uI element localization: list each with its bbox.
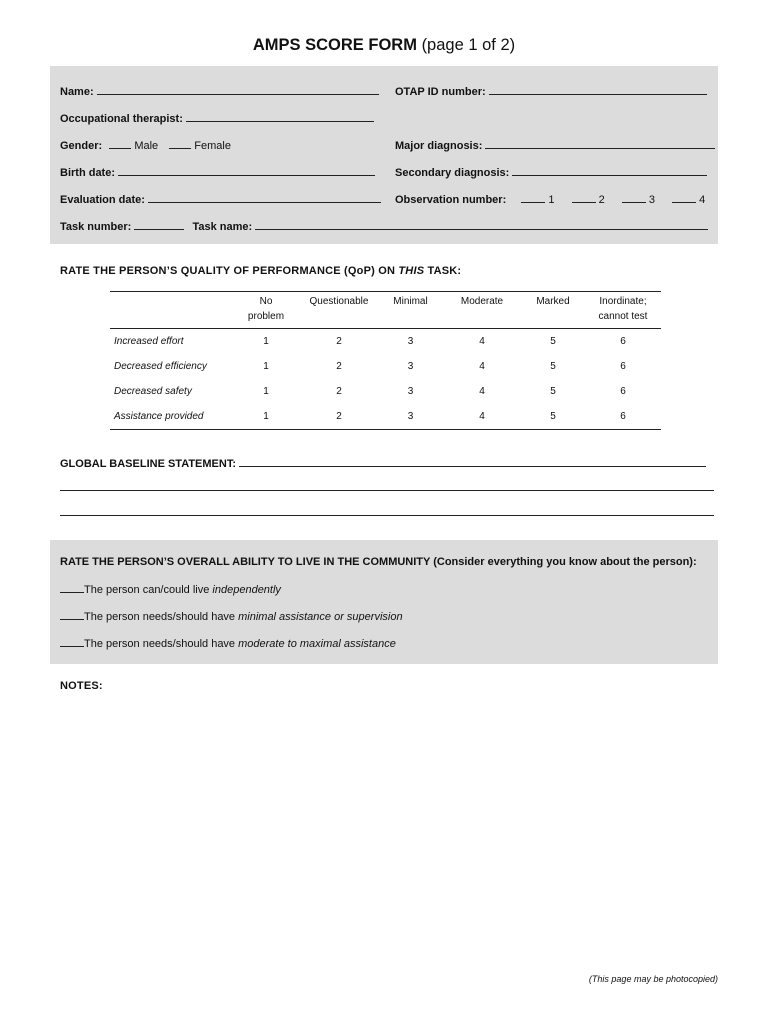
score-cell[interactable]: 4 <box>479 386 485 397</box>
table-row <box>110 404 661 430</box>
male-blank[interactable] <box>109 139 131 149</box>
table-row <box>110 379 661 404</box>
otap-label: OTAP ID number: <box>395 86 486 98</box>
female-blank[interactable] <box>169 139 191 149</box>
score-cell[interactable]: 4 <box>479 361 485 372</box>
otap-row <box>395 85 707 98</box>
baseline-row <box>60 457 706 470</box>
major-dx-field[interactable] <box>485 139 715 149</box>
score-cell[interactable]: 2 <box>300 404 378 430</box>
qop-heading-emphasis: THIS <box>398 265 425 277</box>
female-label: Female <box>194 140 231 152</box>
qop-col-header: Inordinate; cannot test <box>585 292 661 329</box>
score-cell[interactable]: 1 <box>232 404 300 430</box>
birth-field[interactable] <box>118 166 375 176</box>
task-number-label: Task number: <box>60 221 132 233</box>
major-dx-row <box>395 139 715 152</box>
score-cell[interactable]: 2 <box>336 336 342 347</box>
task-name-label: Task name: <box>192 221 253 233</box>
qop-header-blank <box>110 292 232 329</box>
qop-header-row <box>110 292 661 329</box>
male-label: Male <box>134 140 159 152</box>
major-dx-label: Major diagnosis: <box>395 140 483 152</box>
table-row <box>110 329 661 355</box>
score-cell[interactable]: 1 <box>263 386 269 397</box>
obs-option-1: 1 <box>548 194 555 206</box>
baseline-field[interactable] <box>239 457 706 467</box>
score-cell[interactable]: 6 <box>620 361 626 372</box>
score-cell[interactable]: 1 <box>263 361 269 372</box>
birth-row <box>60 166 375 179</box>
score-cell[interactable]: 6 <box>620 386 626 397</box>
therapist-row <box>60 112 374 125</box>
score-cell[interactable]: 6 <box>585 404 661 430</box>
score-cell[interactable]: 2 <box>336 386 342 397</box>
secondary-dx-label: Secondary diagnosis: <box>395 167 510 179</box>
obs-option-3: 3 <box>648 194 655 206</box>
obs-row <box>395 193 705 206</box>
eval-field[interactable] <box>148 193 381 203</box>
baseline-label: GLOBAL BASELINE STATEMENT: <box>60 458 236 470</box>
obs-blank-2[interactable] <box>572 193 596 203</box>
task-name-field[interactable] <box>255 220 708 230</box>
row-label: Decreased safety <box>114 386 192 397</box>
task-number-field[interactable] <box>134 220 184 230</box>
eval-row <box>60 193 381 206</box>
community-heading: RATE THE PERSON’S OVERALL ABILITY TO LIVE IN THE COMMUNITY (Consider everything you know about the person): <box>60 556 697 568</box>
notes-label: NOTES: <box>60 680 103 692</box>
score-cell[interactable]: 3 <box>407 386 414 397</box>
score-cell[interactable]: 5 <box>550 386 556 397</box>
score-cell[interactable]: 5 <box>521 404 585 430</box>
qop-col-header: Questionable <box>300 292 378 329</box>
qop-table <box>110 291 661 430</box>
obs-blank-1[interactable] <box>521 193 545 203</box>
row-label: Assistance provided <box>110 404 232 430</box>
score-cell[interactable]: 4 <box>479 336 485 347</box>
gender-label: Gender: <box>60 140 103 152</box>
therapist-label: Occupational therapist: <box>60 113 183 125</box>
gender-row <box>60 139 231 152</box>
secondary-dx-row <box>395 166 707 179</box>
row-label: Decreased efficiency <box>114 361 207 372</box>
obs-option-2: 2 <box>598 194 605 206</box>
secondary-dx-field[interactable] <box>512 166 707 176</box>
community-option-3: The person needs/should have moderate to maximal assistance <box>60 637 396 650</box>
obs-option-4: 4 <box>699 194 706 206</box>
option-blank[interactable] <box>60 610 84 620</box>
photocopy-note: (This page may be photocopied) <box>588 974 718 984</box>
option-blank[interactable] <box>60 637 84 647</box>
page-indicator: (page 1 of 2) <box>421 36 516 54</box>
qop-col-header: Moderate <box>443 292 521 329</box>
score-cell[interactable]: 3 <box>378 404 443 430</box>
score-cell[interactable]: 2 <box>336 361 342 372</box>
score-cell[interactable]: 3 <box>407 336 414 347</box>
score-cell[interactable]: 1 <box>263 336 269 347</box>
table-row <box>110 354 661 379</box>
row-label: Increased effort <box>114 336 184 347</box>
qop-heading: RATE THE PERSON’S QUALITY OF PERFORMANCE (QoP) ON THIS TASK: <box>60 265 462 277</box>
form-title: AMPS SCORE FORM <box>252 36 417 54</box>
baseline-line-2[interactable] <box>60 490 714 491</box>
qop-col-header: No problem <box>232 292 300 329</box>
obs-blank-3[interactable] <box>622 193 646 203</box>
score-cell[interactable]: 5 <box>550 336 556 347</box>
qop-col-header: Marked <box>521 292 585 329</box>
name-field[interactable] <box>97 85 379 95</box>
community-option-2: The person needs/should have minimal assistance or supervision <box>60 610 403 623</box>
obs-label: Observation number: <box>395 194 507 206</box>
score-cell[interactable]: 4 <box>443 404 521 430</box>
birth-label: Birth date: <box>60 167 115 179</box>
score-cell[interactable]: 3 <box>407 361 414 372</box>
score-cell[interactable]: 6 <box>620 336 626 347</box>
task-row <box>60 220 708 233</box>
page-title <box>0 36 768 55</box>
eval-label: Evaluation date: <box>60 194 145 206</box>
option-blank[interactable] <box>60 583 84 593</box>
name-label: Name: <box>60 86 94 98</box>
therapist-field[interactable] <box>186 112 374 122</box>
qop-col-header: Minimal <box>378 292 443 329</box>
otap-field[interactable] <box>489 85 707 95</box>
obs-blank-4[interactable] <box>672 193 696 203</box>
community-option-1: The person can/could live independently <box>60 583 281 596</box>
baseline-line-3[interactable] <box>60 515 714 516</box>
name-row <box>60 85 379 98</box>
score-cell[interactable]: 5 <box>550 361 556 372</box>
